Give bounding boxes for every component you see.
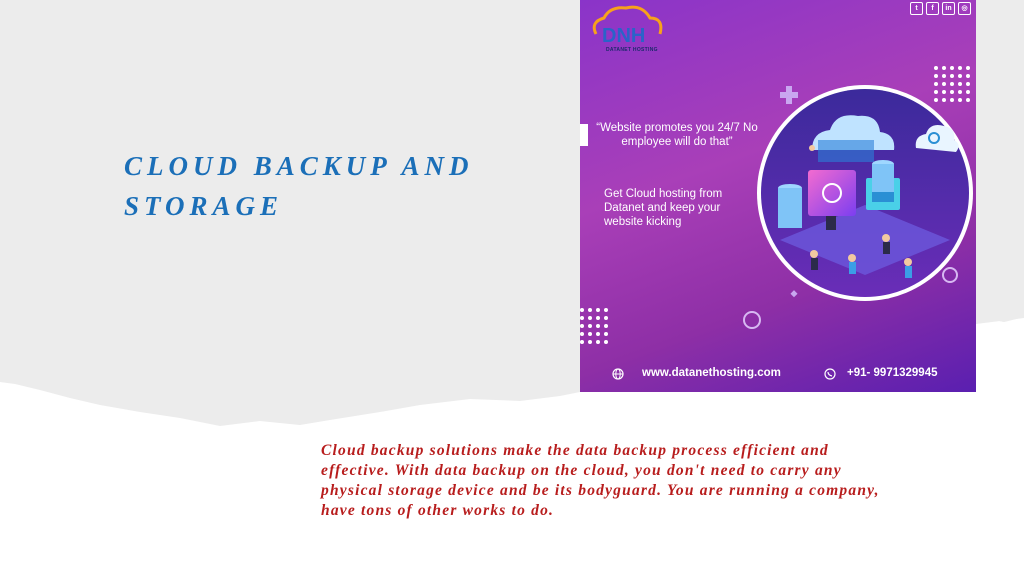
facebook-icon[interactable]: f: [926, 2, 939, 15]
slide-title: CLOUD BACKUP AND STORAGE: [124, 151, 474, 221]
banner-edge-tab: [580, 124, 588, 146]
twitter-icon[interactable]: t: [910, 2, 923, 15]
globe-icon: [612, 368, 624, 380]
promo-quote: “Website promotes you 24/7 No employee will do that”: [596, 122, 758, 148]
instagram-icon[interactable]: ◎: [958, 2, 971, 15]
promo-cta: Get Cloud hosting from Datanet and keep your website kicking: [604, 188, 723, 228]
logo-lettering: DNH: [602, 25, 646, 47]
social-links: [910, 2, 971, 15]
brand-name: DATANET HOSTING: [606, 47, 658, 53]
linkedin-icon[interactable]: in: [942, 2, 955, 15]
whatsapp-icon: [824, 368, 836, 380]
phone-number[interactable]: +91- 9971329945: [847, 367, 938, 379]
promo-banner: [580, 0, 976, 392]
datanet-logo: [588, 4, 674, 54]
slide-body-text: Cloud backup solutions make the data backup process efficient and effective. With data backup on the cloud, you don't need to carry any physical storage device and be its bodyguard. You are running a company, have tons of other works to do.: [321, 442, 880, 519]
website-link[interactable]: www.datanethosting.com: [642, 367, 781, 379]
